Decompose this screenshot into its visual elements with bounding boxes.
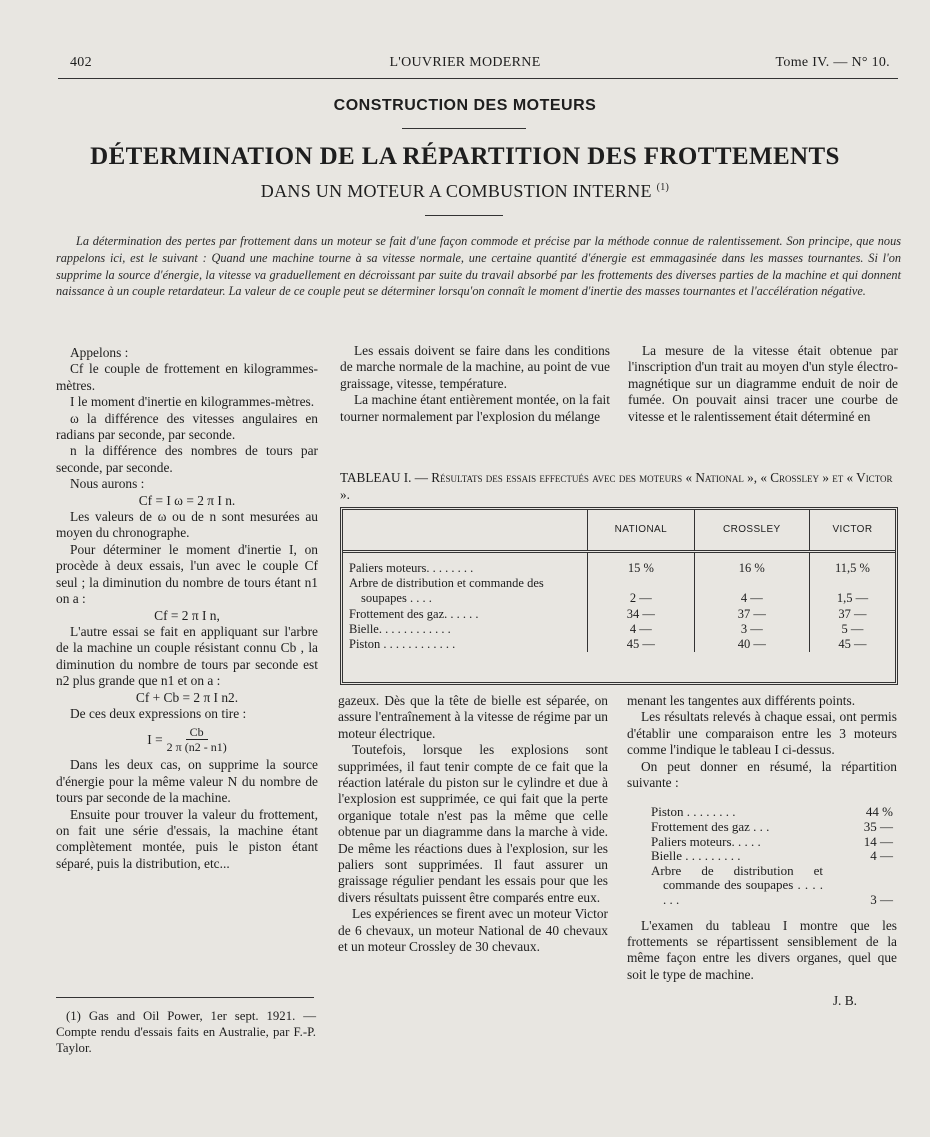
row-label: Bielle. . . . . . . . . . . . [349, 621, 451, 636]
header-national: NATIONAL [588, 510, 695, 552]
summary-value: 4 — [870, 848, 893, 864]
c1-p3: ω la différence des vitesses angulaires en radians par seconde, par seconde. [56, 410, 318, 443]
summary-list [651, 805, 893, 907]
column-2-bottom [338, 693, 608, 956]
equation-1: Cf = I ω = 2 π I n. [138, 492, 236, 508]
cell-value: 40 — [694, 637, 809, 652]
equation-2: Cf = 2 π I n, [154, 607, 220, 623]
summary-value: 44 % [865, 804, 893, 820]
table-caption-text: Résultats des essais effectués avec des moteurs « National », « Crossley » et « Victor ». [340, 470, 893, 502]
signature: J. B. [832, 993, 857, 1009]
equation-fraction [56, 725, 318, 754]
header-rule [58, 78, 898, 79]
cell-value: 15 % [588, 561, 695, 576]
c1-p12: De ces deux expressions on tire : [70, 705, 247, 721]
c2-bottom-p0: gazeux. Dès que la tête de bielle est séparée, on assure l'entraînement à la vitesse de régime par un moteur électrique. [338, 693, 608, 741]
fraction-denominator: 2 π (n2 - n1) [166, 740, 227, 755]
c1-p17: Ensuite pour trouver la valeur du frottement, on fait une série d'essais, la machine étant complètement montée, puis le piston étant séparé, puis la distribution, etc... [56, 806, 318, 871]
summary-item [651, 805, 893, 820]
article-title: DÉTERMINATION DE LA RÉPARTITION DES FROTTEMENTS [90, 143, 840, 170]
c3-bottom-p2: On peut donner en résumé, la répartition suivante : [627, 758, 897, 791]
c1-p7: Les valeurs de ω ou de n sont mesurées au moyen du chronographe. [56, 509, 318, 541]
c3-top-p0: La mesure de la vitesse était obtenue par l'inscription d'un trait au moyen d'un style électro-magnétique sur un diagramme enduit de noir de fumée. On pouvait ainsi tracer une courbe de vitesse et le ralentissement était déterminé en [628, 343, 898, 424]
conclusion: L'examen du tableau I montre que les frottements se répartissent sensiblement de la même façon entre les divers organes, quel que soit le type de machine. [627, 917, 897, 982]
row-label: Frottement des gaz. . . . . . [349, 606, 479, 621]
column-1 [56, 345, 318, 872]
summary-value: 35 — [863, 819, 893, 835]
c1-p8: Pour déterminer le moment d'inertie I, on procède à deux essais, l'un avec le couple Cf seul ; la diminution du nombre de tours étant n1 on a : [56, 541, 318, 607]
c1-p4: n la différence des nombres de tours par seconde, par seconde. [56, 443, 318, 475]
summary-value: 14 — [863, 833, 893, 849]
c2-bottom-p1: Toutefois, lorsque les explosions sont supprimées, il faut tenir compte de ce fait que la réaction latérale du piston sur le cylindre et due à l'explosion est supprimée, ce qui fait que la perte organique totale n'est pas la même que celle obtenue par un diagramme dans la marche à vide. De même les réactions dues à l'explosion, sur les paliers sont supprimées. Il faut assurer un graissage régulier pendant les essais pour que les divers résultats puissent être comparés entre eux. [338, 742, 608, 905]
column-2-top [340, 343, 610, 425]
cell-value: 11,5 % [809, 561, 895, 576]
header-victor: VICTOR [809, 510, 895, 552]
title-rule [425, 215, 503, 216]
summary-item [651, 864, 893, 908]
cell-value: 37 — [694, 607, 809, 622]
summary-label: Piston . . . . . . . . [651, 804, 736, 820]
cell-value: 2 — [588, 576, 695, 606]
summary-label: Bielle . . . . . . . . . [651, 848, 741, 864]
issue-number: Tome IV. — N° 10. [775, 55, 890, 70]
abstract: La détermination des pertes par frottement dans un moteur se fait d'une façon commode et précise par la méthode connue de ralentissement. Son principe, que nous rappelons ici, est le suivant : Quand une machine tourne à sa vitesse normale, une certaine quantité d'énergie est emmagasinée dans les masses tournantes. Si l'on supprime la source d'énergie, la vitesse va graduellement en décroissant par suite du travail absorbé par les frottements des diverses parties de la machine et qui donnent naissance à un couple retardateur. La valeur de ce couple peut se déterminer lorsqu'on connaît le moment d'inertie des masses tournantes et l'accélération négative. [56, 234, 901, 299]
summary-label: Arbre de distribution et commande des soupapes . . . . . . . [651, 862, 823, 907]
cell-value: 5 — [809, 622, 895, 637]
table-header-row [343, 510, 895, 552]
row-label: Arbre de distribution et commande des soupapes . . . . [349, 576, 544, 606]
table-caption [340, 470, 900, 503]
subtitle-footnote-ref: (1) [656, 182, 670, 193]
cell-value: 4 — [588, 622, 695, 637]
fraction-numerator: Cb [186, 725, 208, 740]
footnote-rule [56, 997, 314, 998]
cell-value: 1,5 — [809, 576, 895, 606]
c1-p16: Dans les deux cas, on supprime la source d'énergie pour la même valeur N du nombre de tours par seconde de la machine. [56, 757, 318, 806]
c2-bottom-p2: Les expériences se firent avec un moteur Victor de 6 chevaux, un moteur National de 40 chevaux et un moteur Crossley de 30 chevaux. [338, 906, 608, 955]
c1-p2: I le moment d'inertie en kilogrammes-mètres. [70, 394, 315, 410]
cell-value: 4 — [694, 576, 809, 606]
cell-value: 37 — [809, 607, 895, 622]
summary-label: Paliers moteurs. . . . . [651, 833, 761, 849]
journal-title: L'OUVRIER MODERNE [389, 55, 541, 70]
section-title: CONSTRUCTION DES MOTEURS [333, 97, 597, 114]
table-row [343, 622, 895, 637]
fraction [167, 725, 227, 754]
equation-3: Cf + Cb = 2 π I n2. [135, 689, 239, 705]
c2-top-p0: Les essais doivent se faire dans les conditions de marche normale de la machine, au point de vue graissage, vitesse, température. [340, 343, 610, 391]
section-rule [402, 128, 526, 129]
page-number: 402 [70, 55, 92, 70]
cell-value: 45 — [809, 637, 895, 652]
c1-p1: Cf le couple de frottement en kilogrammes-mètres. [56, 361, 318, 393]
c2-top-p1: La machine étant entièrement montée, on la fait tourner normalement par l'explosion du mélange [340, 392, 610, 424]
column-3-bottom [627, 693, 897, 1010]
table-row [343, 561, 895, 576]
c1-p10: L'autre essai se fait en appliquant sur l'arbre de la machine un couple résistant connu Cb , la diminution du nombre de tours par seconde est n2 plus grande que n1 et on a : [56, 623, 318, 689]
table-row [343, 637, 895, 652]
cell-value: 45 — [588, 637, 695, 652]
c1-p5: Nous aurons : [70, 476, 145, 492]
article-subtitle [0, 181, 930, 202]
summary-item [651, 835, 893, 850]
summary-item [651, 849, 893, 864]
cell-value: 34 — [588, 607, 695, 622]
summary-label: Frottement des gaz . . . [651, 819, 770, 835]
cell-value: 16 % [694, 561, 809, 576]
fraction-lhs: I = [147, 731, 163, 747]
summary-value: 3 — [870, 892, 893, 907]
header-blank [343, 510, 588, 552]
summary-item [651, 820, 893, 835]
table-row [343, 576, 895, 606]
subtitle-text: DANS UN MOTEUR A COMBUSTION INTERNE [260, 181, 652, 201]
table-caption-label: TABLEAU I. — [340, 470, 428, 485]
header-crossley: CROSSLEY [694, 510, 809, 552]
c3-bottom-p0: menant les tangentes aux différents points. [627, 693, 856, 708]
c3-bottom-p1: Les résultats relevés à chaque essai, ont permis d'établir une comparaison entre les 3 moteurs comme l'indique le tableau I ci-dessus. [627, 709, 897, 758]
column-3-top [628, 343, 898, 425]
footnote: (1) Gas and Oil Power, 1er sept. 1921. — Compte rendu d'essais faits en Australie, par F.-P. Taylor. [56, 1009, 316, 1055]
row-label: Paliers moteurs. . . . . . . . [349, 561, 474, 575]
results-table [343, 510, 895, 652]
table-row [343, 607, 895, 622]
c1-p0: Appelons : [70, 345, 129, 360]
cell-value: 3 — [694, 622, 809, 637]
results-table-frame [340, 507, 898, 685]
row-label: Piston . . . . . . . . . . . . [349, 637, 456, 652]
